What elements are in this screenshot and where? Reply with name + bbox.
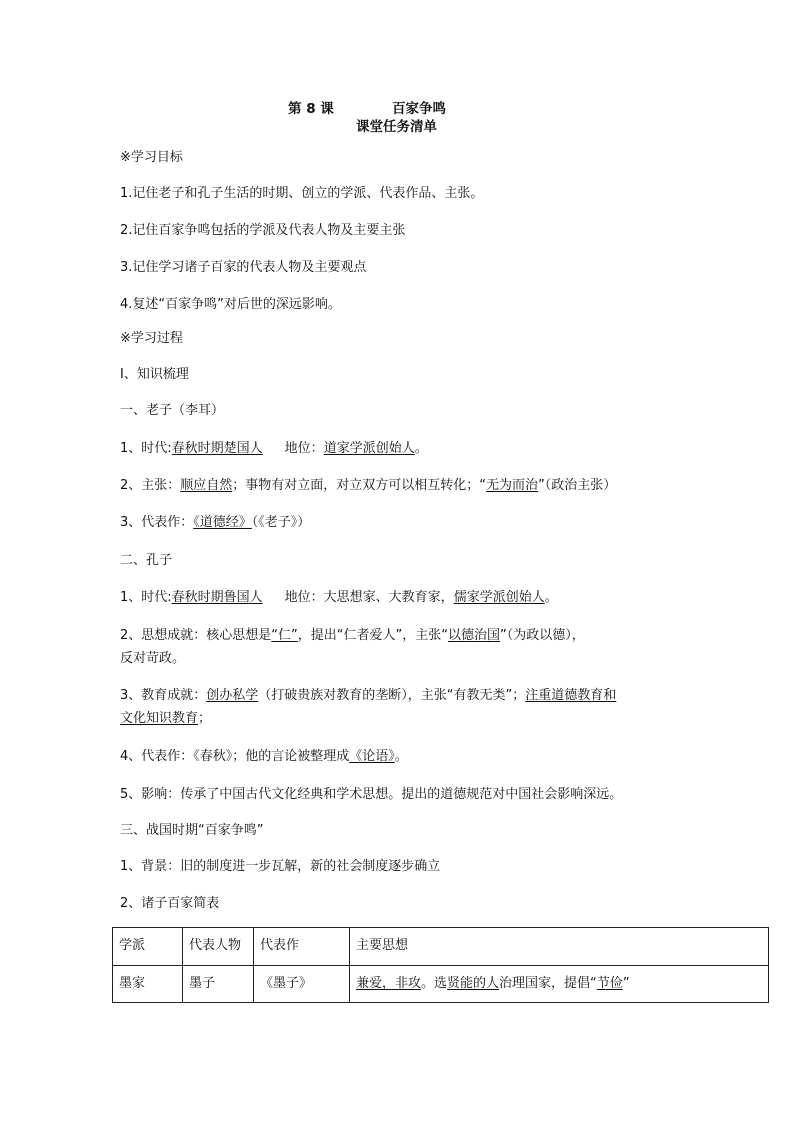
laozi-idea-mid: ；事物有对立面，对立双方可以相互转化；“ xyxy=(232,478,487,493)
confucius-era-label: 1、时代: xyxy=(120,590,172,605)
confucius-thought-line xyxy=(120,627,585,645)
goals-heading: ※学习目标 xyxy=(120,150,183,165)
confucius-edu-u2: 注重道德教育和 xyxy=(525,688,617,703)
confucius-thought-label: 2、思想成就：核心思想是 xyxy=(120,628,272,643)
goal-item-3: 3.记住学习诸子百家的代表人物及主要观点 xyxy=(120,260,367,275)
confucius-heading: 二、孔子 xyxy=(120,553,173,568)
lesson-topic: 百家争鸣 xyxy=(392,101,446,117)
confucius-thought-end: ”（为政以德）， xyxy=(500,628,585,643)
laozi-idea-label: 2、主张： xyxy=(120,478,181,493)
laozi-idea-line xyxy=(120,477,616,495)
table-header-work: 代表作 xyxy=(254,928,350,966)
confucius-edu-u3: 文化知识教育 xyxy=(120,711,199,726)
laozi-status-label: 地位： xyxy=(284,441,324,456)
confucius-thought-u1: “仁” xyxy=(271,628,298,643)
confucius-work-end: 。 xyxy=(394,749,408,764)
process-subheading: Ⅰ、知识梳理 xyxy=(120,367,189,382)
confucius-era-value: 春秋时期鲁国人 xyxy=(171,590,263,605)
confucius-era-line xyxy=(120,589,558,607)
table-header-school: 学派 xyxy=(113,928,183,966)
goal-item-2: 2.记住百家争鸣包括的学派及代表人物及主要主张 xyxy=(120,223,406,238)
laozi-status-value: 道家学派创始人 xyxy=(323,441,415,456)
confucius-thought-mid: ，提出“仁者爱人”，主张“ xyxy=(297,628,448,643)
idea-u2: 贤能的人 xyxy=(447,976,500,991)
process-heading: ※学习过程 xyxy=(120,331,183,346)
confucius-edu-line2 xyxy=(120,710,211,728)
laozi-work-line xyxy=(120,514,310,532)
confucius-edu-mid: （打破贵族对教育的垄断），主张“有教无类”； xyxy=(258,688,526,703)
laozi-idea-end: ”（政治主张） xyxy=(538,478,617,493)
table-header-idea: 主要思想 xyxy=(350,928,769,966)
laozi-era-label: 1、时代: xyxy=(120,441,172,456)
confucius-status-end: 。 xyxy=(544,590,558,605)
laozi-work-title: 《道德经》 xyxy=(193,515,252,530)
idea-u1: 兼爱，非攻 xyxy=(356,976,422,991)
idea-end: ” xyxy=(622,976,630,991)
laozi-era-value: 春秋时期楚国人 xyxy=(171,441,263,456)
confucius-status-label: 地位：大思想家、大教育家， xyxy=(284,590,454,605)
confucius-edu-u1: 创办私学 xyxy=(206,688,259,703)
table-cell-school: 墨家 xyxy=(113,966,183,1003)
confucius-thought-u2: 以德治国 xyxy=(447,628,500,643)
laozi-heading: 一、老子（李耳） xyxy=(120,403,225,418)
table-cell-idea xyxy=(350,966,769,1003)
lesson-number: 第 8 课 xyxy=(288,101,334,117)
table-title: 2、诸子百家简表 xyxy=(120,896,220,911)
schools-table xyxy=(112,927,769,1003)
table-header-row xyxy=(113,928,769,966)
confucius-edu-end: ； xyxy=(198,711,212,726)
table-cell-work: 《墨子》 xyxy=(254,966,350,1003)
confucius-thought-line2: 反对苛政。 xyxy=(120,651,186,666)
page-subtitle: 课堂任务清单 xyxy=(356,119,437,135)
goal-item-1: 1.记住老子和孔子生活的时期、创立的学派、代表作品、主张。 xyxy=(120,186,484,201)
confucius-work-title: 《论语》 xyxy=(349,749,395,764)
laozi-status-end: 。 xyxy=(414,441,428,456)
confucius-impact: 5、影响：传承了中国古代文化经典和学术思想。提出的道德规范对中国社会影响深远。 xyxy=(120,787,623,802)
table-cell-person: 墨子 xyxy=(183,966,254,1003)
laozi-idea-u2: 无为而治 xyxy=(486,478,539,493)
idea-mid1: 。选 xyxy=(421,976,448,991)
table-header-person: 代表人物 xyxy=(183,928,254,966)
confucius-work-label: 4、代表作：《春秋》；他的言论被整理成 xyxy=(120,749,350,764)
goal-item-4: 4.复述“百家争鸣”对后世的深远影响。 xyxy=(120,297,341,312)
confucius-status-value: 儒家学派创始人 xyxy=(453,590,545,605)
confucius-edu-line xyxy=(120,687,616,705)
laozi-work-end: （《老子》） xyxy=(251,515,311,530)
table-row xyxy=(113,966,769,1003)
laozi-era-line xyxy=(120,440,428,458)
warring-background: 1、背景：旧的制度进一步瓦解，新的社会制度逐步确立 xyxy=(120,859,441,874)
laozi-work-label: 3、代表作： xyxy=(120,515,194,530)
warring-heading: 三、战国时期“百家争鸣” xyxy=(120,823,264,838)
idea-u3: 节俭 xyxy=(596,976,623,991)
idea-mid2: 治理国家，提倡“ xyxy=(499,976,597,991)
confucius-work-line xyxy=(120,748,408,766)
laozi-idea-u1: 顺应自然 xyxy=(180,478,233,493)
confucius-edu-label: 3、教育成就： xyxy=(120,688,207,703)
